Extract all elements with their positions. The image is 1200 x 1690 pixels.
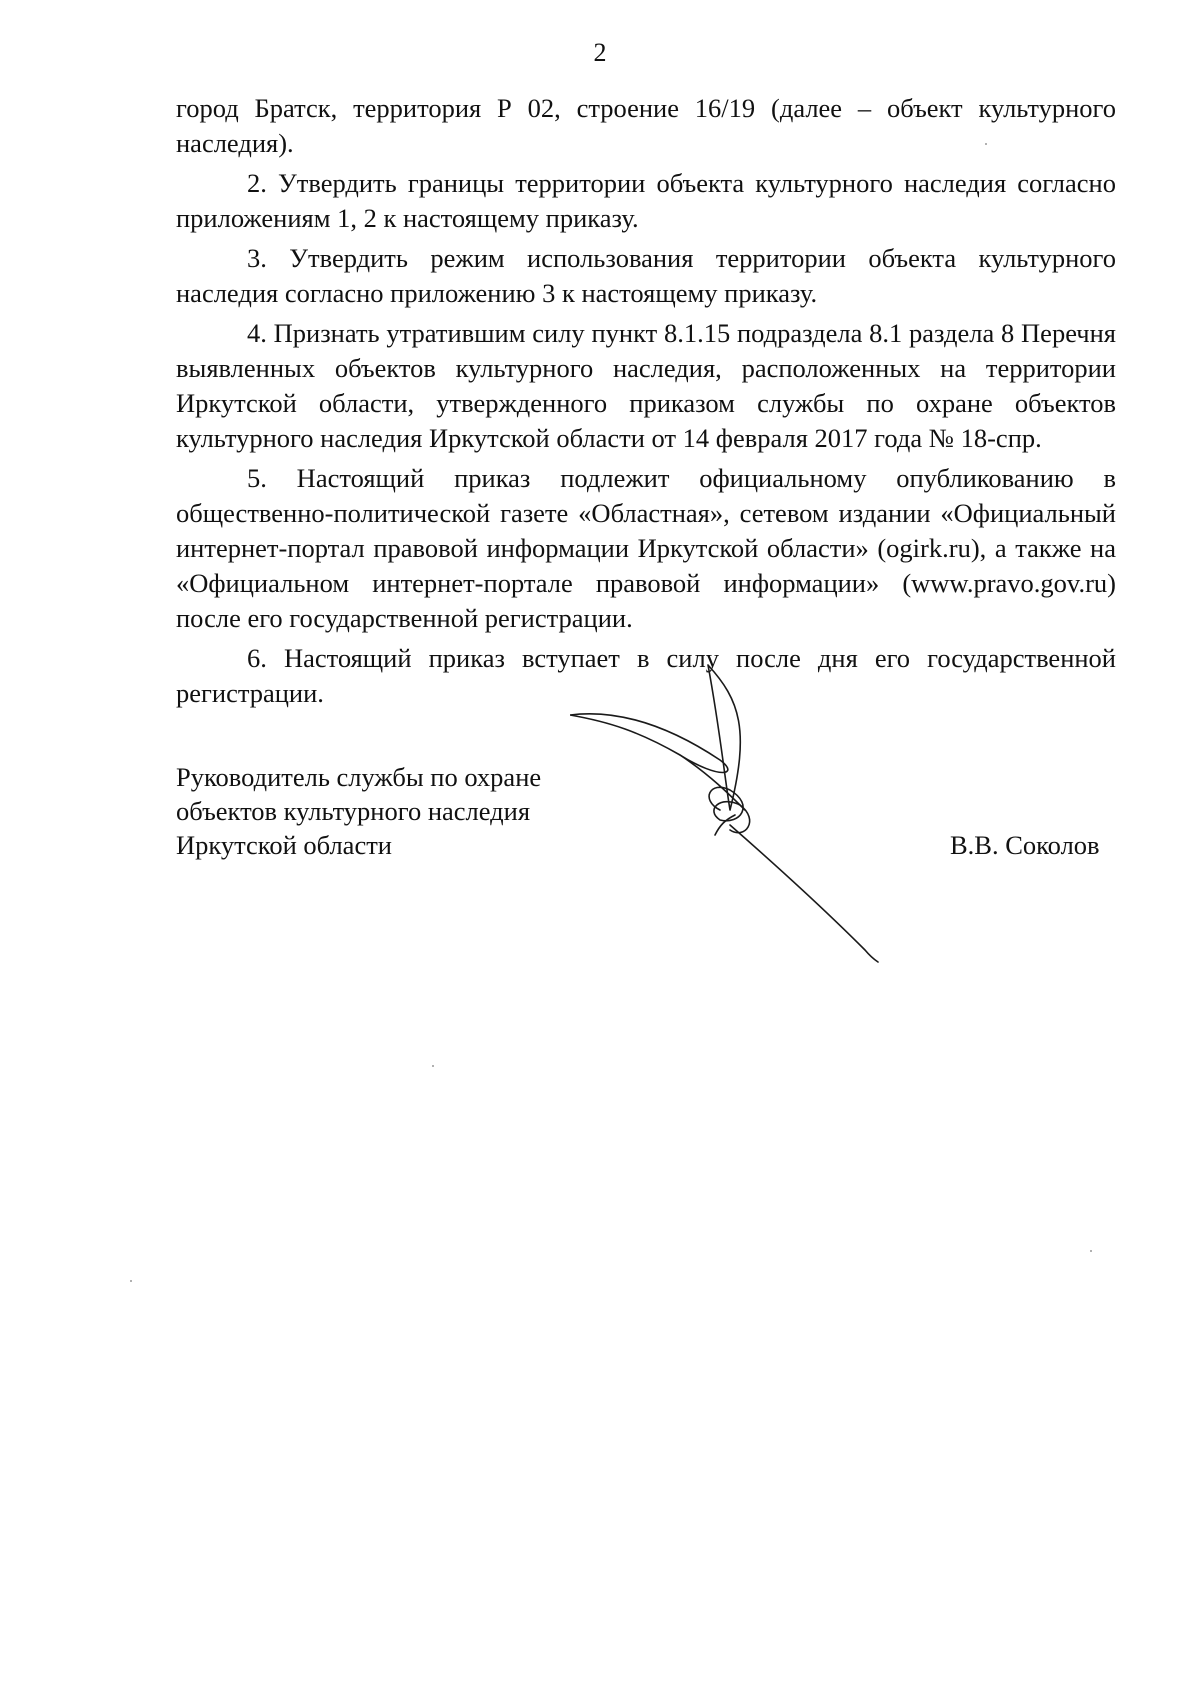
- page-number: 2: [593, 38, 607, 67]
- signatory-position-line: объектов культурного наследия: [176, 796, 531, 826]
- scan-speck: [1090, 1250, 1092, 1252]
- signatory-position: [176, 760, 541, 862]
- scan-speck: [985, 143, 987, 145]
- document-body: [176, 91, 1116, 716]
- paragraph-item-5: 5. Настоящий приказ подлежит официальному опубликованию в общественно-политической газете «Областная», сетевом издании «Официальный интернет-портал правовой информации Иркутской области» (ogirk.ru), а также на «Официальном интернет-портале правовой информации» (www.pravo.gov.ru) после его государственной регистрации.: [176, 463, 1116, 633]
- paragraph-item-4: 4. Признать утратившим силу пункт 8.1.15 подраздела 8.1 раздела 8 Перечня выявленных объектов культурного наследия, расположенных на территории Иркутской области, утвержденного приказом службы по охране объектов культурного наследия Иркутской области от 14 февраля 2017 года № 18-спр.: [176, 318, 1116, 453]
- paragraph-item-6: 6. Настоящий приказ вступает в силу после дня его государственной регистрации.: [176, 643, 1116, 708]
- paragraph-item-2: 2. Утвердить границы территории объекта культурного наследия согласно приложениям 1, 2 к настоящему приказу.: [176, 168, 1116, 233]
- scan-speck: [130, 1280, 132, 1282]
- signatory-position-line: Руководитель службы по охране: [176, 762, 542, 792]
- scan-speck: [432, 1065, 434, 1067]
- signatory-name: В.В. Соколов: [950, 830, 1100, 860]
- paragraph-continuation: город Братск, территория Р 02, строение 16/19 (далее – объект культурного наследия).: [176, 93, 1116, 158]
- paragraph-item-3: 3. Утвердить режим использования территории объекта культурного наследия согласно приложению 3 к настоящему приказу.: [176, 243, 1116, 308]
- signature-icon: [570, 660, 950, 1000]
- signatory-position-line: Иркутской области: [176, 830, 392, 860]
